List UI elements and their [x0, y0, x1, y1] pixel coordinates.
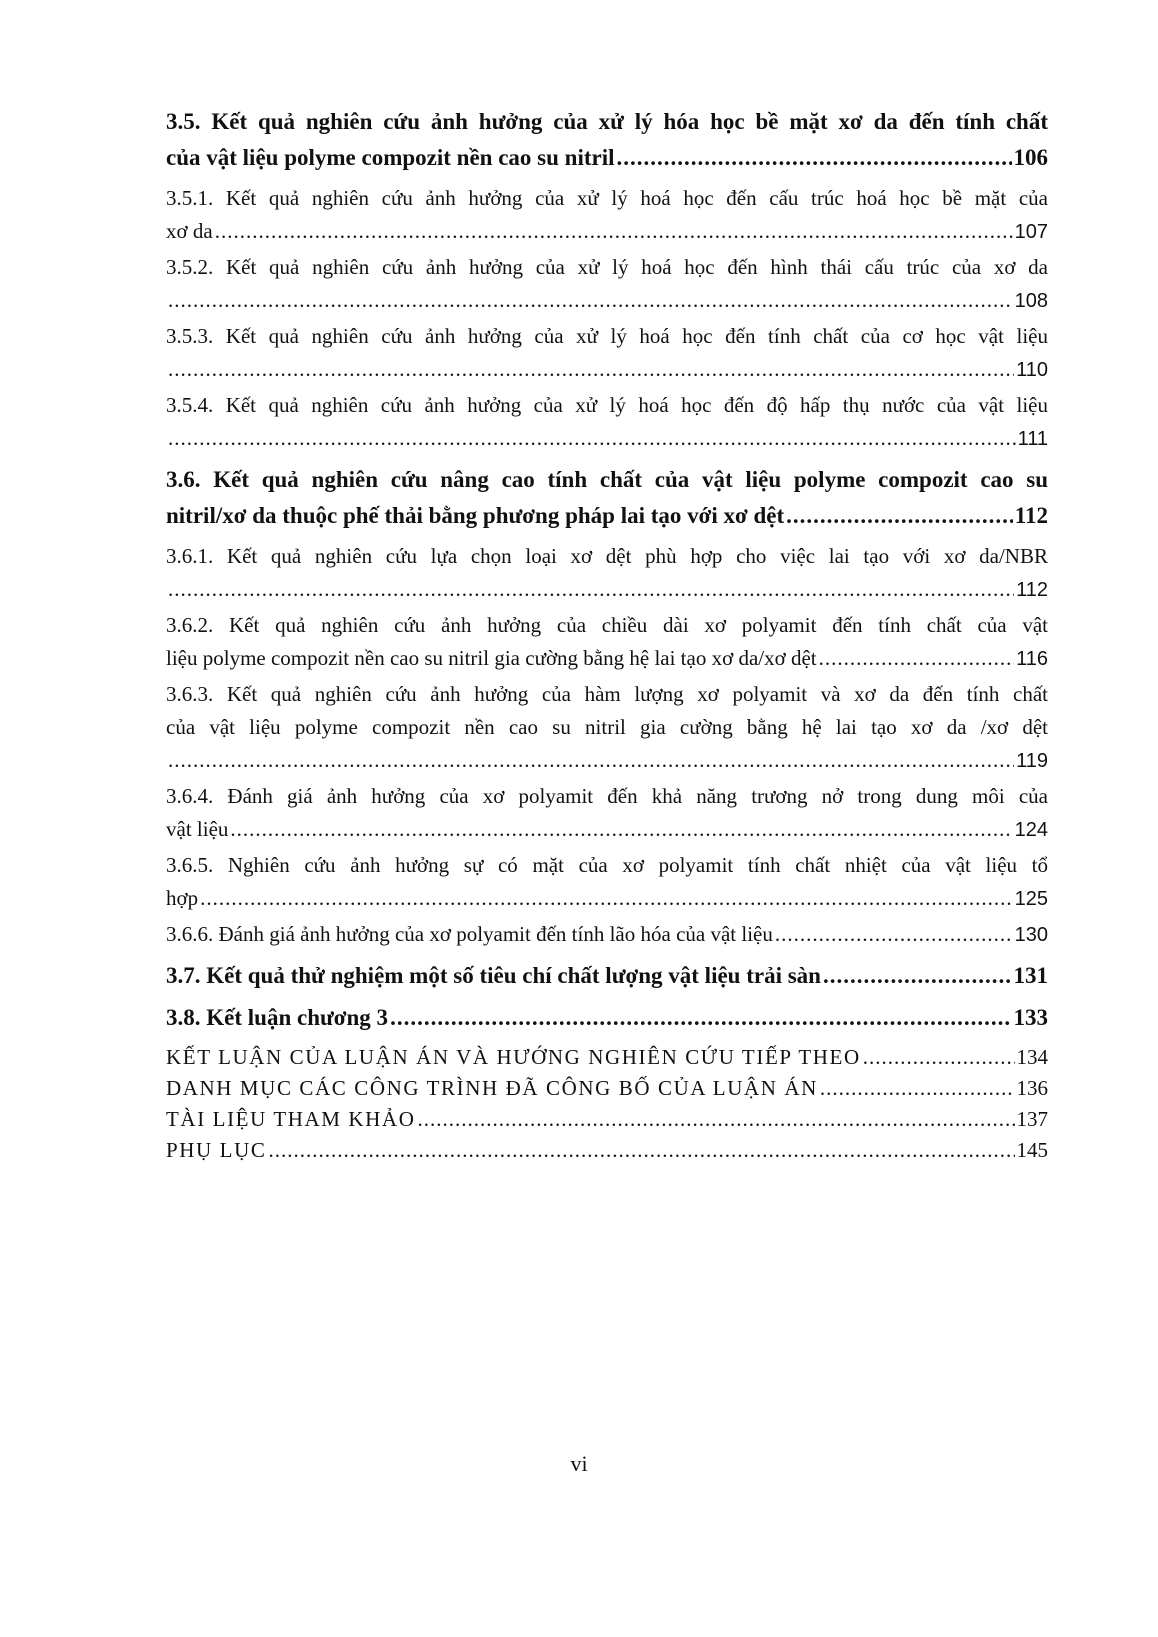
toc-page-number: 136 [1016, 1076, 1048, 1100]
toc-page-number: 137 [1016, 1107, 1048, 1131]
leader-dots [390, 1000, 1011, 1036]
toc-text: 3.6.4. Đánh giá ảnh hưởng của xơ polyamit đến khả năng trương nở trong dung môi của [166, 784, 1048, 808]
toc-text: hợp [166, 886, 199, 910]
toc-entry-3-6-2[interactable] [166, 609, 1048, 676]
leader-dots [417, 1104, 1014, 1135]
table-of-contents [166, 104, 1048, 1166]
toc-entry-ket-luan[interactable] [166, 1042, 1048, 1073]
toc-text: 3.5.2. Kết quả nghiên cứu ảnh hưởng của xử lý hoá học đến hình thái cấu trúc của xơ da [166, 255, 1048, 279]
leader-dots [168, 422, 1016, 455]
toc-text: 3.6.1. Kết quả nghiên cứu lựa chọn loại xơ dệt phù hợp cho việc lai tạo với xơ da/NBR [166, 544, 1048, 568]
toc-entry-3-5-2[interactable] [166, 251, 1048, 318]
leader-dots [168, 353, 1014, 386]
toc-entry-3-6[interactable] [166, 462, 1048, 534]
toc-text: nitril/xơ da thuộc phế thải bằng phương pháp lai tạo với xơ dệt [166, 503, 785, 528]
toc-text: 3.5.4. Kết quả nghiên cứu ảnh hưởng của xử lý hoá học đến độ hấp thụ nước của vật liệu [166, 393, 1048, 417]
toc-entry-3-5-4[interactable] [166, 389, 1048, 456]
toc-entry-tai-lieu[interactable] [166, 1104, 1048, 1135]
toc-page-number: 107 [1014, 221, 1048, 243]
toc-text: TÀI LIỆU THAM KHẢO [166, 1107, 416, 1131]
leader-dots [616, 140, 1011, 176]
toc-text: 3.6. Kết quả nghiên cứu nâng cao tính chất của vật liệu polyme compozit cao su [166, 467, 1048, 492]
leader-dots [268, 1135, 1014, 1166]
leader-dots [200, 882, 1013, 915]
toc-text: liệu polyme compozit nền cao su nitril gia cường bằng hệ lai tạo xơ da/xơ dệt [166, 646, 817, 670]
toc-page-number: 130 [1014, 924, 1048, 946]
toc-text: 3.5.1. Kết quả nghiên cứu ảnh hưởng của xử lý hoá học đến cấu trúc hoá học bề mặt của [166, 186, 1048, 210]
toc-text: 3.8. Kết luận chương 3 [166, 1005, 389, 1030]
toc-page-number: 112 [1014, 503, 1048, 528]
toc-entry-3-5[interactable] [166, 104, 1048, 176]
toc-page-number: 116 [1016, 648, 1048, 670]
leader-dots [823, 958, 1012, 994]
toc-entry-3-8[interactable] [166, 1000, 1048, 1036]
toc-text: của vật liệu polyme compozit nền cao su nitril gia cường bằng hệ lai tạo xơ da /xơ dệt [166, 715, 1048, 739]
toc-page-number: 110 [1016, 359, 1048, 381]
leader-dots [786, 498, 1013, 534]
toc-text: 3.6.5. Nghiên cứu ảnh hưởng sự có mặt của xơ polyamit tính chất nhiệt của vật liệu tổ [166, 853, 1048, 877]
toc-entry-danh-muc[interactable] [166, 1073, 1048, 1104]
leader-dots [230, 813, 1012, 846]
leader-dots [168, 744, 1014, 777]
leader-dots [775, 918, 1013, 951]
toc-page-number: 124 [1014, 819, 1048, 841]
toc-entry-3-6-6[interactable] [166, 918, 1048, 952]
toc-page-number: 134 [1016, 1045, 1048, 1069]
toc-entry-3-6-4[interactable] [166, 780, 1048, 847]
toc-entry-3-5-1[interactable] [166, 182, 1048, 249]
toc-text: PHỤ LỤC [166, 1138, 267, 1162]
toc-entry-3-6-1[interactable] [166, 540, 1048, 607]
toc-text: vật liệu [166, 817, 229, 841]
toc-text: 3.6.6. Đánh giá ảnh hưởng của xơ polyamit đến tính lão hóa của vật liệu [166, 922, 773, 946]
toc-text: DANH MỤC CÁC CÔNG TRÌNH ĐÃ CÔNG BỐ CỦA LUẬN ÁN [166, 1076, 818, 1100]
toc-page-number: 131 [1013, 963, 1048, 988]
leader-dots [168, 573, 1014, 606]
leader-dots [863, 1042, 1015, 1073]
toc-page-number: 145 [1016, 1138, 1048, 1162]
toc-entry-3-6-5[interactable] [166, 849, 1048, 916]
toc-text: KẾT LUẬN CỦA LUẬN ÁN VÀ HƯỚNG NGHIÊN CỨU TIẾP THEO [166, 1045, 861, 1069]
toc-text: của vật liệu polyme compozit nền cao su nitril [166, 145, 615, 170]
toc-entry-3-5-3[interactable] [166, 320, 1048, 387]
leader-dots [820, 1073, 1015, 1104]
toc-text: 3.5.3. Kết quả nghiên cứu ảnh hưởng của xử lý hoá học đến tính chất của cơ học vật liệu [166, 324, 1048, 348]
toc-page-number: 112 [1016, 579, 1048, 601]
toc-page-number: 133 [1013, 1005, 1048, 1030]
toc-page-number: 119 [1016, 750, 1048, 772]
toc-text: 3.7. Kết quả thử nghiệm một số tiêu chí chất lượng vật liệu trải sàn [166, 963, 821, 988]
toc-entry-3-6-3[interactable] [166, 678, 1048, 778]
toc-page-number: 106 [1013, 145, 1048, 170]
toc-text: 3.6.3. Kết quả nghiên cứu ảnh hưởng của hàm lượng xơ polyamit và xơ da đến tính chất [166, 682, 1048, 706]
leader-dots [215, 215, 1013, 248]
toc-text: 3.5. Kết quả nghiên cứu ảnh hưởng của xử lý hóa học bề mặt xơ da đến tính chất [166, 109, 1048, 134]
toc-text: 3.6.2. Kết quả nghiên cứu ảnh hưởng của chiều dài xơ polyamit đến tính chất của vật [166, 613, 1048, 637]
leader-dots [168, 284, 1013, 317]
toc-page-number: 108 [1014, 290, 1048, 312]
toc-entry-phu-luc[interactable] [166, 1135, 1048, 1166]
page-number-footer: vi [570, 1451, 588, 1476]
toc-entry-3-7[interactable] [166, 958, 1048, 994]
toc-page-number: 125 [1014, 888, 1048, 910]
toc-text: xơ da [166, 219, 213, 243]
leader-dots [819, 642, 1014, 675]
toc-page-number: 111 [1017, 428, 1048, 450]
